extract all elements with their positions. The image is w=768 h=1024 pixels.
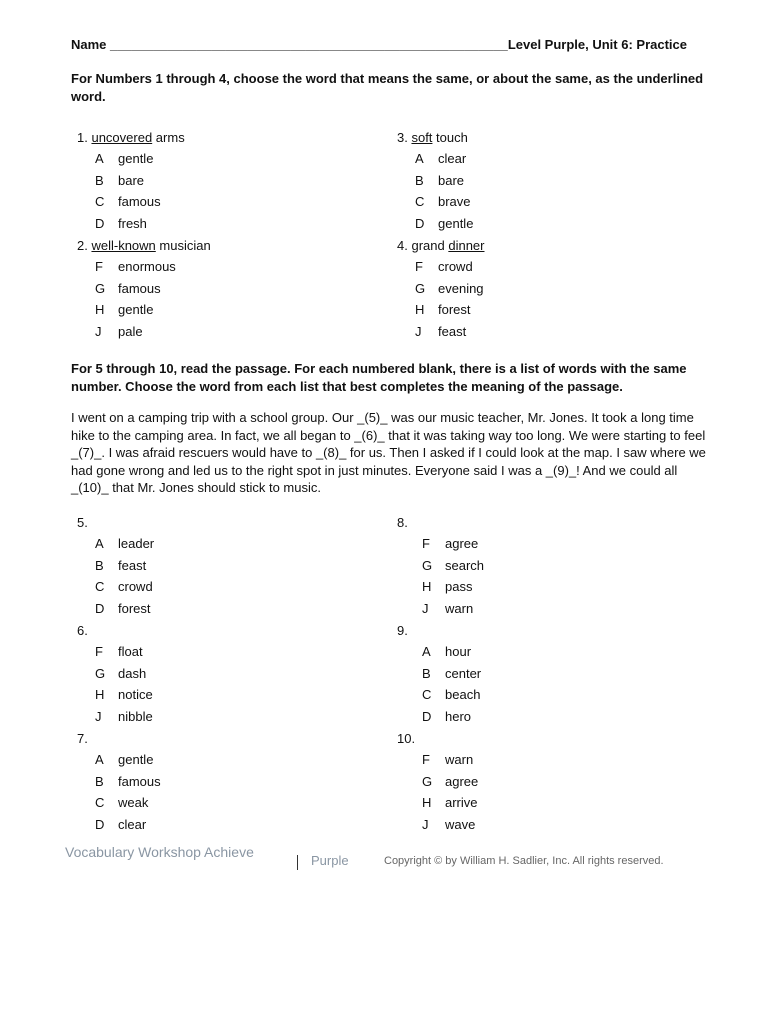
answer-option[interactable]: H gentle [95,302,154,317]
question-8 [397,513,484,619]
answer-option[interactable]: A hour [422,644,472,659]
question-stem: 3. soft touch [397,130,468,145]
question-10 [397,729,478,835]
question-4 [397,236,484,342]
question-stem: 9. [397,623,408,638]
answer-option[interactable]: F agree [422,536,479,551]
footer-divider [297,855,298,870]
question-stem: 7. [77,731,88,746]
question-stem: 2. well-known musician [77,238,211,253]
footer-copyright: Copyright © by William H. Sadlier, Inc. All rights reserved. [384,855,664,867]
answer-option[interactable]: D clear [95,816,147,832]
answer-option[interactable]: J feast [415,323,467,339]
question-7 [77,729,161,835]
answer-option[interactable]: H arrive [422,795,478,810]
answer-option[interactable]: A clear [415,151,467,166]
answer-option[interactable]: G agree [422,773,479,789]
answer-option[interactable]: B bare [415,172,465,188]
answer-option[interactable]: F enormous [95,259,176,274]
answer-option[interactable]: G famous [95,280,161,296]
question-3 [397,128,473,234]
answer-option[interactable]: J pale [95,323,143,339]
answer-option[interactable]: C famous [95,194,161,209]
answer-option[interactable]: F warn [422,752,474,767]
question-stem: 6. [77,623,88,638]
answer-option[interactable]: J nibble [95,708,153,724]
answer-option[interactable]: A gentle [95,752,154,767]
question-9 [397,621,481,727]
question-stem: 5. [77,515,88,530]
answer-option[interactable]: D forest [95,600,151,616]
underlined-word: well-known [91,238,156,253]
answer-option[interactable]: C crowd [95,579,153,594]
underlined-word: dinner [448,238,485,253]
answer-option[interactable]: C beach [422,687,481,702]
answer-option[interactable]: J wave [422,816,476,832]
question-1 [77,128,185,234]
answer-option[interactable]: H pass [422,579,473,594]
answer-option[interactable]: J warn [422,600,474,616]
footer-brand: Vocabulary Workshop Achieve [65,844,254,860]
answer-option[interactable]: B feast [95,557,147,573]
question-stem: 8. [397,515,408,530]
answer-option[interactable]: B bare [95,172,145,188]
answer-option[interactable]: A gentle [95,151,154,166]
answer-option[interactable]: F float [95,644,143,659]
answer-option[interactable]: B famous [95,773,161,789]
answer-option[interactable]: G dash [95,665,147,681]
answer-option[interactable]: G search [422,557,485,573]
answer-option[interactable]: D hero [422,708,472,724]
underlined-word: soft [411,130,433,145]
answer-option[interactable]: H notice [95,687,153,702]
footer-level: Purple [311,853,349,868]
question-2 [77,236,211,342]
answer-option[interactable]: C brave [415,194,471,209]
answer-option[interactable]: D fresh [95,215,147,231]
underlined-word: uncovered [91,130,153,145]
question-6 [77,621,153,727]
answer-option[interactable]: C weak [95,795,149,810]
answer-option[interactable]: F crowd [415,259,473,274]
answer-option[interactable]: H forest [415,302,471,317]
answer-option[interactable]: G evening [415,280,484,296]
level-title: Level Purple, Unit 6: Practice [507,37,687,52]
section2-instructions: For 5 through 10, read the passage. For each numbered blank, there is a list of words with the same number. Choose the word from each list that best completes the meaning of the passage. [71,361,687,394]
answer-option[interactable]: D gentle [415,215,474,231]
question-5 [77,513,154,619]
reading-passage: I went on a camping trip with a school group. Our _(5)_ was our music teacher, Mr. Jones. It took a long time hike to the camping area. In fact, we all began to _(6)_ that it was taking way too long. We were starting to feel _(7)_. I was afraid rescuers would have to _(8)_ for us. Then I asked if I could look at the map. I saw where we had gone wrong and led us to the right spot in just minutes. Everyone said I was a _(9)_! And we could all _(10)_ that Mr. Jones should stick to music. [71,410,706,496]
question-stem: 1. uncovered arms [77,130,185,145]
name-line: Name _______________________________________________________ [71,37,508,52]
answer-option[interactable]: B center [422,665,482,681]
answer-option[interactable]: A leader [95,536,155,551]
question-stem: 10. [397,731,416,746]
section1-instructions: For Numbers 1 through 4, choose the word that means the same, or about the same, as the underlined word. [71,71,704,104]
question-stem: 4. grand dinner [397,238,485,253]
